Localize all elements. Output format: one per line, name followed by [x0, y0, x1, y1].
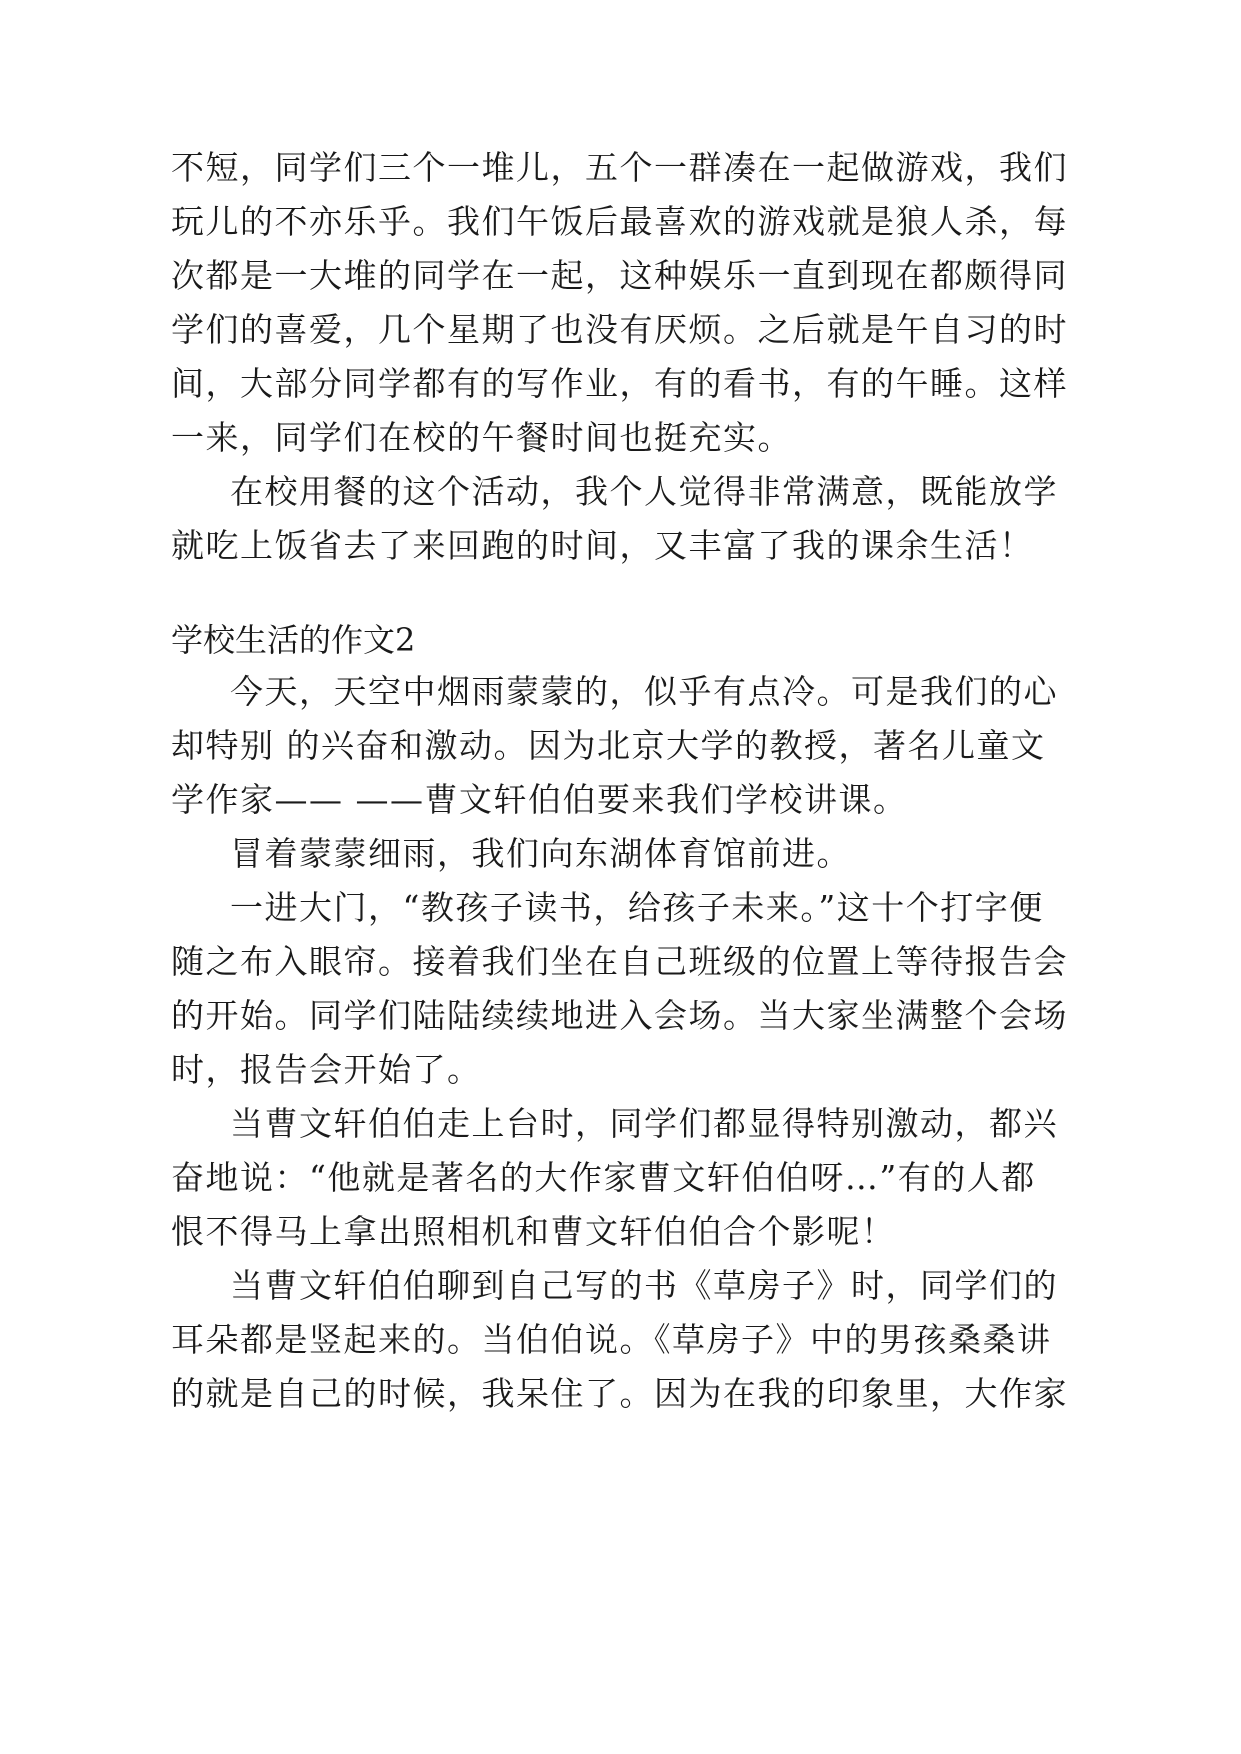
paragraph-line: 恨不得马上拿出照相机和曹文轩伯伯合个影呢！ [171, 1212, 896, 1251]
paragraph-line: 一来，同学们在校的午餐时间也挺充实。 [171, 418, 792, 457]
paragraph-line: 学们的喜爱，几个星期了也没有厌烦。之后就是午自习的时 [171, 310, 1068, 349]
paragraph-line: 学作家—— ——曹文轩伯伯要来我们学校讲课。 [171, 780, 908, 819]
paragraph-line: 时，报告会开始了。 [171, 1050, 482, 1089]
paragraph-line: 玩儿的不亦乐乎。我们午饭后最喜欢的游戏就是狼人杀，每 [171, 202, 1068, 241]
paragraph-line: 间，大部分同学都有的写作业，有的看书，有的午睡。这样 [171, 364, 1068, 403]
paragraph-line: 当曹文轩伯伯聊到自己写的书《草房子》时，同学们的 [230, 1266, 1058, 1305]
paragraph-line: 今天，天空中烟雨蒙蒙的，似乎有点冷。可是我们的心 [230, 672, 1058, 711]
paragraph-line: 就吃上饭省去了来回跑的时间，又丰富了我的课余生活！ [171, 526, 1034, 565]
paragraph-line: 一进大门，“教孩子读书，给孩子未来。”这十个打字便 [230, 888, 1044, 927]
paragraph-line: 次都是一大堆的同学在一起，这种娱乐一直到现在都颇得同 [171, 256, 1068, 295]
paragraph-line: 的就是自己的时候，我呆住了。因为在我的印象里，大作家 [171, 1374, 1068, 1413]
paragraph-line: 当曹文轩伯伯走上台时，同学们都显得特别激动，都兴 [230, 1104, 1058, 1143]
paragraph-line: 奋地说：“他就是著名的大作家曹文轩伯伯呀…”有的人都 [171, 1158, 1036, 1197]
paragraph-line: 的开始。同学们陆陆续续地进入会场。当大家坐满整个会场 [171, 996, 1068, 1035]
paragraph-line: 冒着蒙蒙细雨，我们向东湖体育馆前进。 [230, 834, 851, 873]
paragraph-line: 耳朵都是竖起来的。当伯伯说。《草房子》中的男孩桑桑讲 [171, 1320, 1052, 1359]
paragraph-line: 随之布入眼帘。接着我们坐在自己班级的位置上等待报告会 [171, 942, 1068, 981]
paragraph-line: 不短，同学们三个一堆儿，五个一群凑在一起做游戏，我们 [171, 148, 1068, 187]
paragraph-line: 却特别 的兴奋和激动。因为北京大学的教授，著名儿童文 [171, 726, 1046, 765]
section-heading: 学校生活的作文2 [171, 621, 416, 659]
paragraph-line: 在校用餐的这个活动，我个人觉得非常满意，既能放学 [230, 472, 1058, 511]
